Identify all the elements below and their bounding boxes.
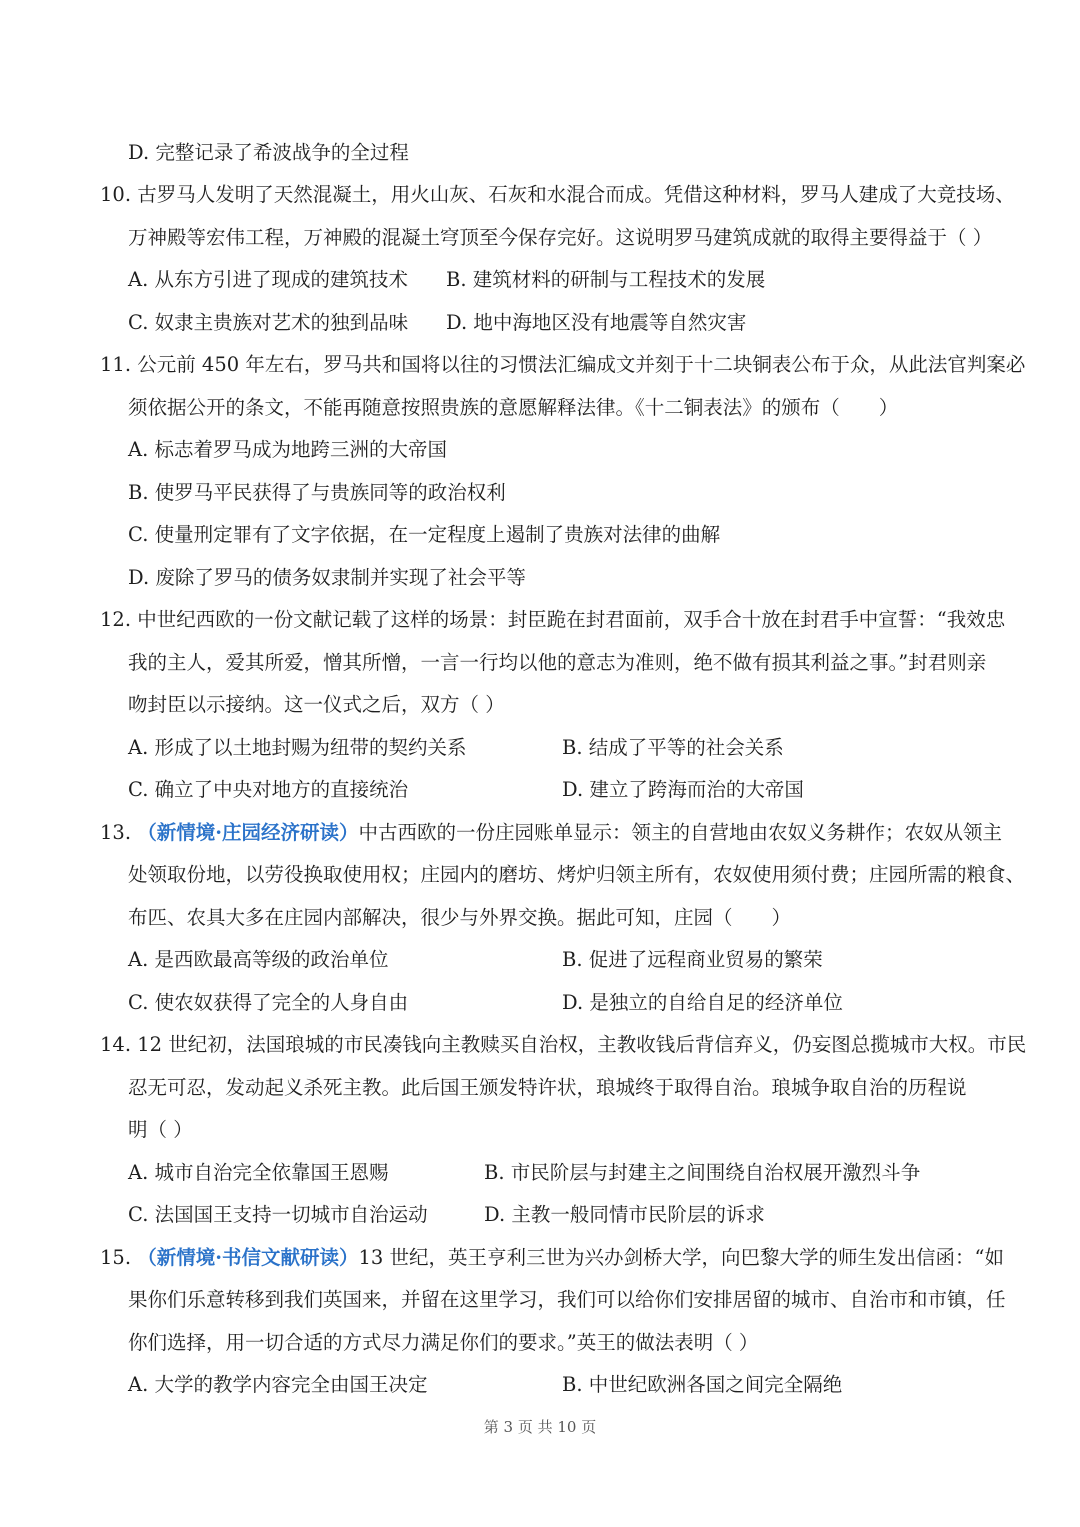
q15-stem-line1 [100,1245,1004,1271]
q10-number: 10. [100,183,132,206]
q14-stem-line3: 明（ ） [128,1118,193,1141]
q12-number: 12. [100,608,132,631]
q13-stem-line3: 布匹、农具大多在庄园内部解决，很少与外界交换。据此可知，庄园（ ） [128,906,792,929]
q10-option-a: A. 从东方引进了现成的建筑技术 [128,268,408,291]
q12-option-b: B. 结成了平等的社会关系 [562,736,784,759]
q15-option-a: A. 大学的教学内容完全由国王决定 [128,1373,428,1396]
q12-option-c: C. 确立了中央对地方的直接统治 [128,778,409,801]
q14-stem-line2: 忍无可忍，发动起义杀死主教。此后国王颁发特许状，琅城终于取得自治。琅城争取自治的历程说 [128,1076,967,1099]
q11-option-d: D. 废除了罗马的债务奴隶制并实现了社会平等 [128,566,526,589]
q14-option-d: D. 主教一般同情市民阶层的诉求 [484,1203,765,1226]
q12-stem-line1 [100,607,1005,633]
q15-stem-line2: 果你们乐意转移到我们英国来，并留在这里学习，我们可以给你们安排居留的城市、自治市和市镇，任 [128,1288,1006,1311]
q9-option-d: D. 完整记录了希波战争的全过程 [128,141,409,164]
q13-context-tag: （新情境·庄园经济研读） [137,821,359,844]
q14-stem-text1: 12 世纪初，法国琅城的市民凑钱向主教赎买自治权，主教收钱后背信弃义，仍妄图总揽城市大权。市民 [137,1033,1027,1056]
q13-stem-text1: 中古西欧的一份庄园账单显示：领主的自营地由农奴义务耕作；农奴从领主 [358,821,1003,844]
q10-stem-text1: 古罗马人发明了天然混凝土，用火山灰、石灰和水混合而成。凭借这种材料，罗马人建成了大竞技场、 [137,183,1015,206]
q11-stem-line2: 须依据公开的条文，不能再随意按照贵族的意愿解释法律。《十二铜表法》的颁布（ ） [128,396,899,419]
q10-option-d: D. 地中海地区没有地震等自然灾害 [446,311,747,334]
q15-stem-text1: 13 世纪，英王亨利三世为兴办剑桥大学，向巴黎大学的师生发出信函：“如 [358,1246,1004,1269]
q15-stem-line3: 你们选择，用一切合适的方式尽力满足你们的要求。”英王的做法表明（ ） [128,1331,759,1354]
q11-stem-text1: 公元前 450 年左右，罗马共和国将以往的习惯法汇编成文并刻于十二块铜表公布于众，从此法官判案必 [137,353,1026,376]
q10-stem-line1 [100,182,1015,208]
q13-option-a: A. 是西欧最高等级的政治单位 [128,948,389,971]
q13-option-c: C. 使农奴获得了完全的人身自由 [128,991,409,1014]
q10-option-c: C. 奴隶主贵族对艺术的独到品味 [128,311,409,334]
q13-stem-line1 [100,820,1002,846]
q10-stem-line2: 万神殿等宏伟工程，万神殿的混凝土穹顶至今保存完好。这说明罗马建筑成就的取得主要得益于（ ） [128,226,993,249]
page-footer: 第 3 页 共 10 页 [483,1418,597,1436]
q14-option-b: B. 市民阶层与封建主之间围绕自治权展开激烈斗争 [484,1161,921,1184]
q13-option-b: B. 促进了远程商业贸易的繁荣 [562,948,823,971]
q13-stem-line2: 处领取份地，以劳役换取使用权；庄园内的磨坊、烤炉归领主所有，农奴使用须付费；庄园所需的粮食、 [128,863,1026,886]
q11-option-c: C. 使量刑定罪有了文字依据，在一定程度上遏制了贵族对法律的曲解 [128,523,721,546]
q10-option-b: B. 建筑材料的研制与工程技术的发展 [446,268,766,291]
q14-option-a: A. 城市自治完全依靠国王恩赐 [128,1161,389,1184]
q12-stem-line2: 我的主人，爱其所爱，憎其所憎，一言一行均以他的意志为准则，绝不做有损其利益之事。”封君则亲 [128,651,987,674]
q12-stem-line3: 吻封臣以示接纳。这一仪式之后，双方（ ） [128,693,505,716]
q12-stem-text1: 中世纪西欧的一份文献记载了这样的场景：封臣跪在封君面前，双手合十放在封君手中宣誓：“我效忠 [137,608,1006,631]
q13-option-d: D. 是独立的自给自足的经济单位 [562,991,843,1014]
q11-option-b: B. 使罗马平民获得了与贵族同等的政治权利 [128,481,506,504]
q15-option-b: B. 中世纪欧洲各国之间完全隔绝 [562,1373,843,1396]
q13-number: 13. [100,821,132,844]
q11-option-a: A. 标志着罗马成为地跨三洲的大帝国 [128,438,447,461]
q11-stem-line1 [100,352,1025,378]
q12-option-a: A. 形成了以土地封赐为纽带的契约关系 [128,736,467,759]
q11-number: 11. [100,353,132,376]
q15-number: 15. [100,1246,132,1269]
q14-option-c: C. 法国国王支持一切城市自治运动 [128,1203,428,1226]
q14-stem-line1 [100,1032,1026,1058]
q14-number: 14. [100,1033,132,1056]
q15-context-tag: （新情境·书信文献研读） [137,1246,359,1269]
q12-option-d: D. 建立了跨海而治的大帝国 [562,778,804,801]
